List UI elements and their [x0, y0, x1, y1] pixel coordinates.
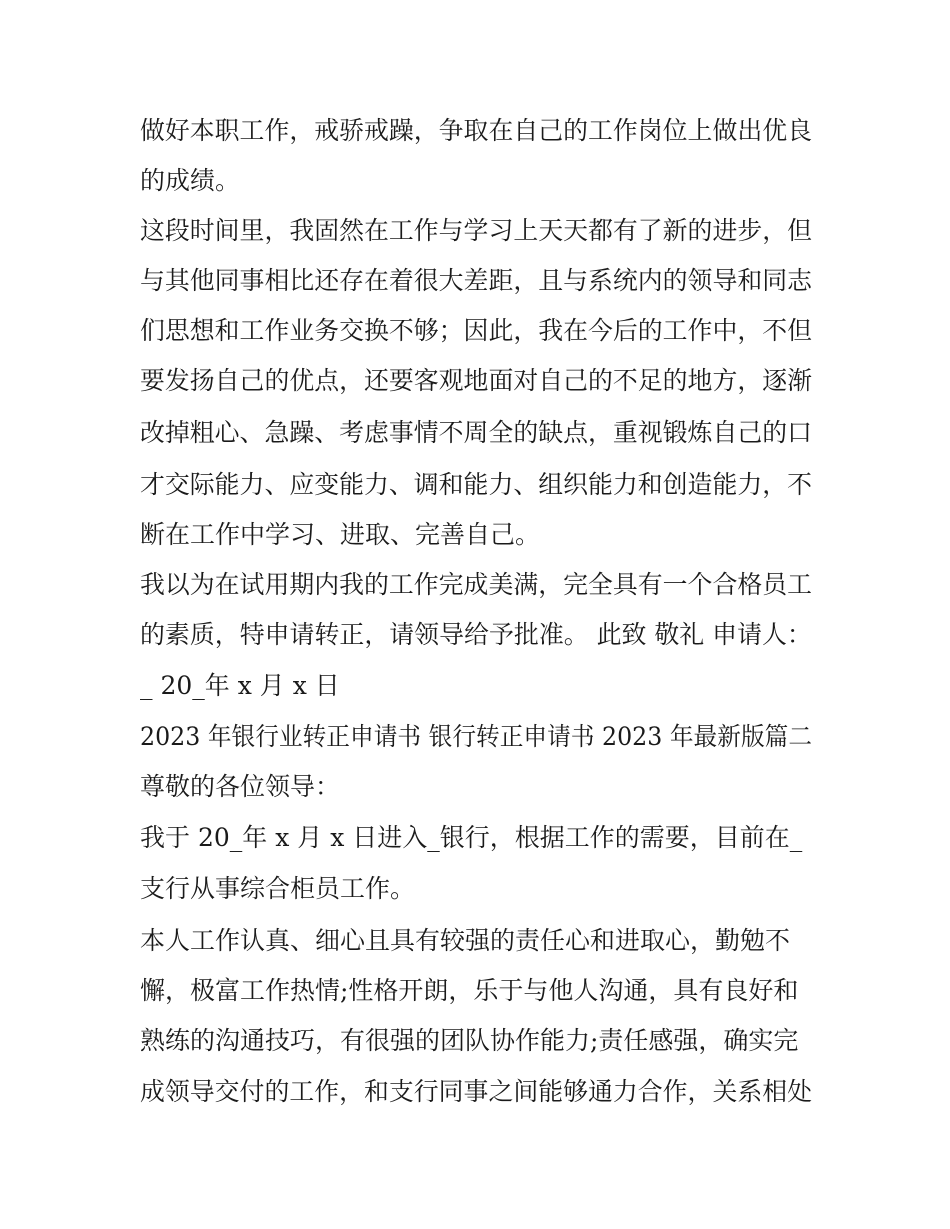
- text-line: 与其他同事相比还存在着很大差距，且与系统内的领导和同志: [140, 266, 813, 295]
- text-line: 断在工作中学习、进取、完善自己。: [140, 520, 541, 549]
- text-line: 2023 年银行业转正申请书 银行转正申请书 2023 年最新版篇二: [140, 722, 813, 751]
- text-line: 要发扬自己的优点，还要客观地面对自己的不足的地方，逐渐: [140, 366, 813, 395]
- text-line: 改掉粗心、急躁、考虑事情不周全的缺点，重视锻炼自己的口: [140, 418, 813, 447]
- text-line: 做好本职工作，戒骄戒躁，争取在自己的工作岗位上做出优良: [140, 116, 813, 145]
- text-line: 懈，极富工作热情;性格开朗，乐于与他人沟通，具有良好和: [140, 976, 799, 1005]
- text-line: 我以为在试用期内我的工作完成美满，完全具有一个合格员工: [140, 570, 813, 599]
- text-line: 支行从事综合柜员工作。: [140, 874, 416, 903]
- text-line: 的成绩。: [140, 166, 241, 195]
- text-line: 尊敬的各位领导：: [140, 772, 341, 801]
- text-line: 的素质，特申请转正，请领导给予批准。 此致 敬礼 申请人：: [140, 620, 812, 649]
- text-line: 们思想和工作业务交换不够；因此，我在今后的工作中，不但: [140, 316, 813, 345]
- text-line: _ 20_年 x 月 x 日: [140, 671, 340, 700]
- text-line: 熟练的沟通技巧，有很强的团队协作能力;责任感强，确实完: [140, 1026, 799, 1055]
- text-line: 我于 20_年 x 月 x 日进入_银行，根据工作的需要，目前在_: [140, 823, 803, 852]
- text-line: 才交际能力、应变能力、调和能力、组织能力和创造能力，不: [140, 470, 813, 499]
- text-line: 成领导交付的工作，和支行同事之间能够通力合作，关系相处: [140, 1077, 813, 1106]
- text-line: 这段时间里，我固然在工作与学习上天天都有了新的进步，但: [140, 216, 813, 245]
- text-line: 本人工作认真、细心且具有较强的责任心和进取心，勤勉不: [140, 926, 791, 955]
